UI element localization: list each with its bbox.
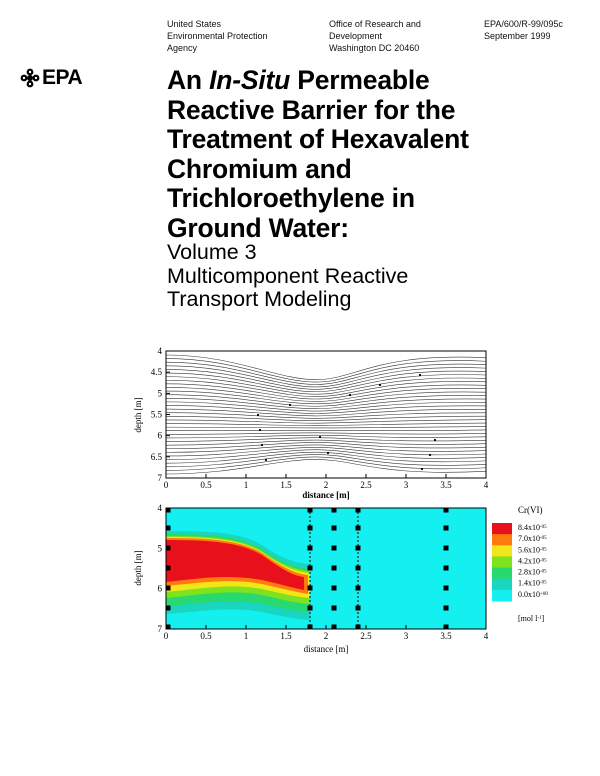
streamline <box>166 380 486 396</box>
streamline <box>166 409 486 416</box>
well-marker <box>444 606 449 611</box>
streamline <box>166 427 486 428</box>
legend-units: [mol $l^{-1}$] <box>518 614 545 623</box>
streamline-marker <box>349 394 351 396</box>
legend-label: $1.4x10^{-05}$ <box>518 578 547 588</box>
streamline-marker <box>289 404 291 406</box>
well-marker <box>332 546 337 551</box>
title-italic: In-Situ <box>209 65 291 95</box>
title-line: Chromium and <box>167 153 352 184</box>
epa-logo-text: EPA <box>42 66 83 89</box>
subtitle-line: Transport Modeling <box>167 287 352 311</box>
title-line: Reactive Barrier for the <box>167 94 456 125</box>
x-tick-label: 2.5 <box>360 480 372 490</box>
well-marker <box>308 546 313 551</box>
legend-label: $7.0x10^{-05}$ <box>518 534 547 544</box>
x-tick-label: 0.5 <box>200 631 212 641</box>
streamlines <box>166 355 486 474</box>
legend-label: $0.0x10^{+00}$ <box>518 589 548 599</box>
legend-title: Cr(VI) <box>518 505 543 515</box>
streamline <box>166 391 486 404</box>
header-agency-line: Environmental Protection <box>167 31 268 41</box>
well-marker <box>356 606 361 611</box>
well-marker <box>332 526 337 531</box>
x-tick-label: 3.5 <box>440 480 452 490</box>
header-office <box>329 18 421 54</box>
y-tick-label: 4 <box>157 503 162 513</box>
header-agency-line: Agency <box>167 43 198 53</box>
y-tick-label: 4 <box>157 346 162 356</box>
well-marker <box>332 606 337 611</box>
x-tick-label: 2 <box>323 480 329 490</box>
streamline <box>166 423 486 425</box>
x-ticks <box>164 474 489 490</box>
streamline-marker <box>319 436 321 438</box>
streamline-marker <box>379 384 381 386</box>
legend-swatch <box>492 545 512 557</box>
legend-label: $5.6x10^{-05}$ <box>518 545 547 555</box>
x-tick-label: 1 <box>243 631 249 641</box>
epa-flower-icon <box>20 68 40 88</box>
well-marker <box>356 546 361 551</box>
legend-swatch <box>492 579 512 591</box>
x-tick-label: 1.5 <box>280 631 292 641</box>
document-subtitle <box>167 241 587 312</box>
x-tick-label: 1.5 <box>280 480 292 490</box>
well-marker <box>356 526 361 531</box>
title-line: Treatment of Hexavalent <box>167 124 469 154</box>
streamline <box>166 457 486 470</box>
streamline <box>166 455 486 467</box>
x-tick-label: 0.5 <box>200 480 212 490</box>
legend-label: $8.4x10^{-05}$ <box>518 523 547 532</box>
streamline <box>166 430 486 431</box>
header-office-line: Washington DC 20460 <box>329 43 420 53</box>
streamline <box>166 445 486 452</box>
well-marker <box>308 586 313 591</box>
well-marker <box>444 526 449 531</box>
legend-swatch <box>492 556 512 568</box>
streamline-marker <box>261 444 263 446</box>
streamline <box>166 420 486 423</box>
subtitle-line: Multicomponent Reactive <box>167 263 409 288</box>
x-tick-label: 3 <box>403 480 409 490</box>
concentration-figure <box>130 500 580 660</box>
legend-swatches <box>492 523 512 602</box>
well-marker <box>444 566 449 571</box>
color-legend <box>492 505 548 623</box>
legend-swatch <box>492 523 512 535</box>
x-tick-label: 4 <box>483 480 489 490</box>
title-line <box>167 66 587 96</box>
x-tick-label: 0 <box>163 480 169 490</box>
x-tick-label: 2 <box>323 631 329 641</box>
header-agency-line: United States <box>167 19 222 29</box>
well-marker <box>444 546 449 551</box>
header-office-line: Development <box>329 31 383 41</box>
x-tick-label: 3 <box>403 631 409 641</box>
y-tick-label: 5.5 <box>150 409 162 420</box>
streamline-marker <box>259 429 261 431</box>
title-suffix: Permeable <box>290 65 430 95</box>
streamline-marker <box>429 454 431 456</box>
x-axis-label: distance [m] <box>303 644 349 654</box>
x-tick-label: 2.5 <box>360 631 372 641</box>
legend-labels <box>518 523 548 599</box>
streamline-figure <box>130 345 500 503</box>
streamline-marker <box>421 468 423 470</box>
volume-label: Volume 3 <box>167 240 257 264</box>
well-marker <box>332 566 337 571</box>
report-number: EPA/600/R-99/095c <box>484 19 563 29</box>
y-tick-label: 4.5 <box>150 367 162 378</box>
well-marker <box>444 586 449 591</box>
legend-swatch <box>492 568 512 580</box>
report-date: September 1999 <box>484 31 551 41</box>
x-tick-label: 3.5 <box>440 631 452 641</box>
well-marker <box>308 526 313 531</box>
y-tick-label: 5 <box>157 388 162 399</box>
streamline-marker <box>257 414 259 416</box>
legend-label: $4.2x10^{-05}$ <box>518 556 547 566</box>
document-title <box>167 66 587 243</box>
header-office-line: Office of Research and <box>329 19 421 29</box>
streamline-marker <box>419 374 421 376</box>
y-axis-label: depth [m] <box>133 550 143 586</box>
well-marker <box>308 606 313 611</box>
y-tick-label: 6.5 <box>150 451 162 462</box>
header-agency <box>167 18 268 54</box>
y-tick-label: 6 <box>157 430 162 441</box>
x-tick-label: 1 <box>243 480 249 490</box>
streamline-marker <box>265 459 267 461</box>
legend-label: $2.8x10^{-05}$ <box>518 567 547 577</box>
title-line: Ground Water: <box>167 212 349 243</box>
y-tick-label: 6 <box>157 583 162 594</box>
x-axis-label: distance [m] <box>302 490 350 500</box>
streamline <box>166 395 486 407</box>
header-report-number <box>484 18 563 42</box>
streamline <box>166 362 486 384</box>
streamline <box>166 438 486 442</box>
well-marker <box>308 566 313 571</box>
x-tick-label: 0 <box>163 631 169 641</box>
streamline-marker <box>327 452 329 454</box>
legend-swatch <box>492 534 512 546</box>
y-tick-label: 7 <box>157 473 162 483</box>
title-line: Trichloroethylene in <box>167 183 415 213</box>
y-ticks <box>151 346 170 483</box>
streamline <box>166 433 486 435</box>
well-marker <box>356 566 361 571</box>
legend-swatch <box>492 590 512 602</box>
x-tick-label: 4 <box>483 631 489 641</box>
well-marker <box>332 586 337 591</box>
well-marker <box>356 586 361 591</box>
y-tick-label: 5 <box>157 543 162 554</box>
streamline-marker <box>434 439 436 441</box>
y-axis-label: depth [m] <box>133 397 143 433</box>
epa-logo <box>20 66 82 90</box>
title-prefix: An <box>167 65 210 95</box>
y-tick-label: 7 <box>157 624 162 634</box>
plot-frame <box>166 351 486 478</box>
